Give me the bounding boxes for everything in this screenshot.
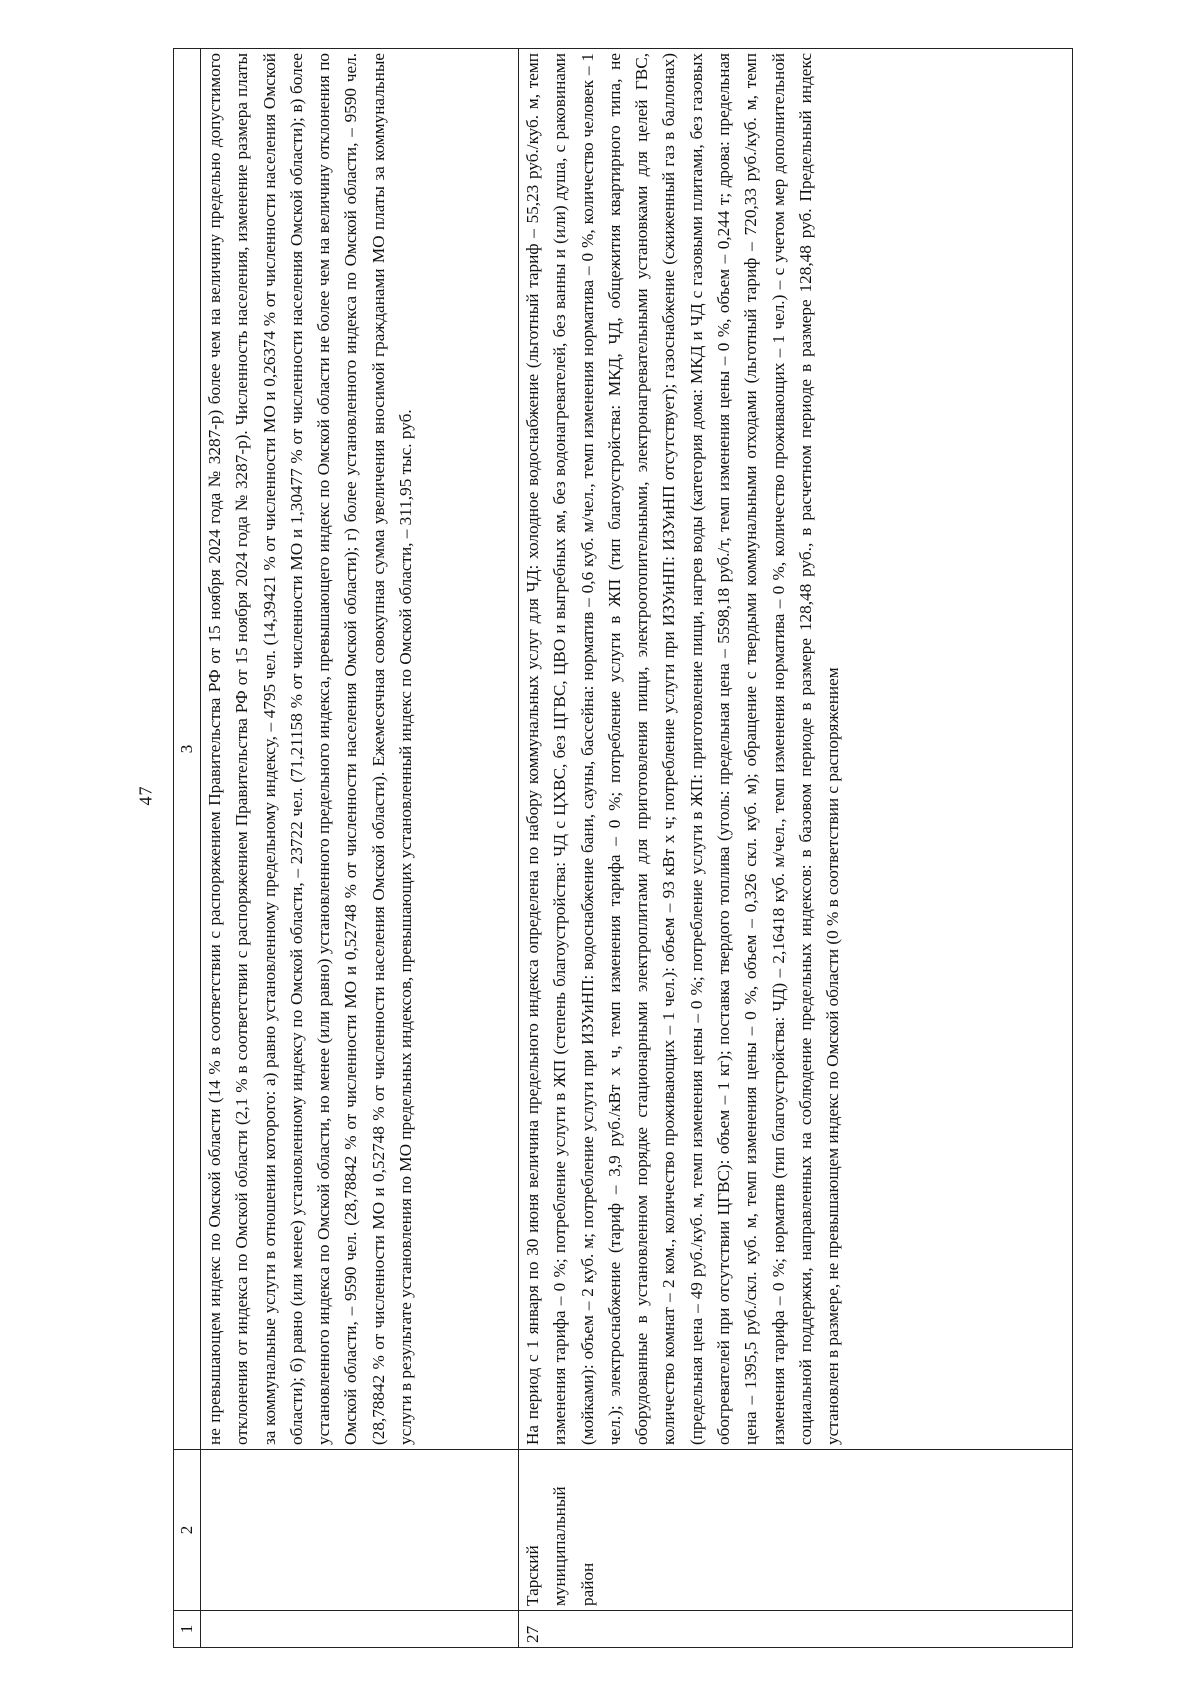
district-name: Тарский муниципальный район	[519, 1450, 1073, 1611]
header-col-2: 2	[174, 1450, 201, 1611]
table-row	[201, 49, 519, 1648]
header-col-1: 1	[174, 1611, 201, 1648]
indices-table	[173, 48, 1073, 1648]
page-number: 47	[135, 785, 156, 806]
table-row	[519, 49, 1073, 1648]
district-name	[201, 1450, 519, 1611]
row-description: не превышающем индекс по Омской области (14 % в соответствии с распоряжением Правительства РФ от 15 ноября 2024 года № 3287-р) более чем на величину предельно допустимого отклонения от индекса по Омской области (2,1 % в соответствии с распоряжением Правительства РФ от 15 ноября 2024 года № 3287-р). Численность населения, изменение размера платы за коммунальные услуги в отношении которого: а) равно установленному предельному индексу, – 4795 чел. (14,39421 % от численности МО и 0,26374 % от численности населения Омской области); б) равно (или менее) установленному индексу по Омской области, – 23722 чел. (71,21158 % от численности МО и 1,30477 % от численности населения Омской области); в) более установленного индекса по Омской области, но менее (или равно) установленного предельного индекса, превышающего индекс по Омской области не более чем на величину отклонения по Омской области, – 9590 чел. (28,78842 % от численности МО и 0,52748 % от численности населения Омской области); г) более установленного индекса по Омской области, – 9590 чел. (28,78842 % от численности МО и 0,52748 % от численности населения Омской области). Ежемесячная совокупная сумма увеличения вносимой гражданами МО платы за коммунальные услуги в результате установления по МО предельных индексов, превышающих установленный индекс по Омской области, – 311,95 тыс. руб.	[201, 49, 519, 1450]
row-number	[201, 1611, 519, 1648]
row-number: 27	[519, 1611, 1073, 1648]
header-col-3: 3	[174, 49, 201, 1450]
table-header-row	[174, 49, 201, 1648]
row-description: На период с 1 января по 30 июня величина предельного индекса определена по набору коммунальных услуг для ЧД: холодное водоснабжение (льготный тариф – 55,23 руб./куб. м, темп изменения тарифа – 0 %; потребление услуги в ЖП (степень благоустройства: ЧД с ЦХВС, без ЦГВС, ЦВО и выгребных ям, без водонагревателей, без ванны и (или) душа, с раковинами (мойками): объем – 2 куб. м; потребление услуги при ИЗУиНП: водоснабжение бани, сауны, бассейна: норматив – 0,6 куб. м/чел., темп изменения норматива – 0 %, количество человек – 1 чел.); электроснабжение (тариф – 3,9 руб./кВт х ч, темп изменения тарифа – 0 %; потребление услуги в ЖП (тип благоустройства: МКД, ЧД, общежития квартирного типа, не оборудованные в установленном порядке стационарными электроплитами для приготовления пищи, электроотопительными, электронагревательными установками для целей ГВС, количество комнат – 2 ком., количество проживающих – 1 чел.): объем – 93 кВт х ч; потребление услуги при ИЗУиНП: ИЗУиНП отсутствует); газоснабжение (сжиженный газ в баллонах) (предельная цена – 49 руб./куб. м, темп изменения цены – 0 %; потребление услуги в ЖП: приготовление пищи, нагрев воды (категория дома: МКД и ЧД с газовыми плитами, без газовых обогревателей при отсутствии ЦГВС): объем – 1 кг); поставка твердого топлива (уголь: предельная цена – 5598,18 руб./т, темп изменения цены – 0 %, объем – 0,244 т; дрова: предельная цена – 1395,5 руб./скл. куб. м, темп изменения цены – 0 %, объем – 0,326 скл. куб. м); обращение с твердыми коммунальными отходами (льготный тариф – 720,33 руб./куб. м, темп изменения тарифа – 0 %; норматив (тип благоустройства: ЧД) – 2,16418 куб. м/чел., темп изменения норматива – 0 %, количество проживающих – 1 чел.) – с учетом мер дополнительной социальной поддержки, направленных на соблюдение предельных индексов: в базовом периоде в размере 128,48 руб., в расчетном периоде в размере 128,48 руб. Предельный индекс установлен в размере, не превышающем индекс по Омской области (0 % в соответствии с распоряжением	[519, 49, 1073, 1450]
rotated-page-content	[173, 48, 1073, 1648]
